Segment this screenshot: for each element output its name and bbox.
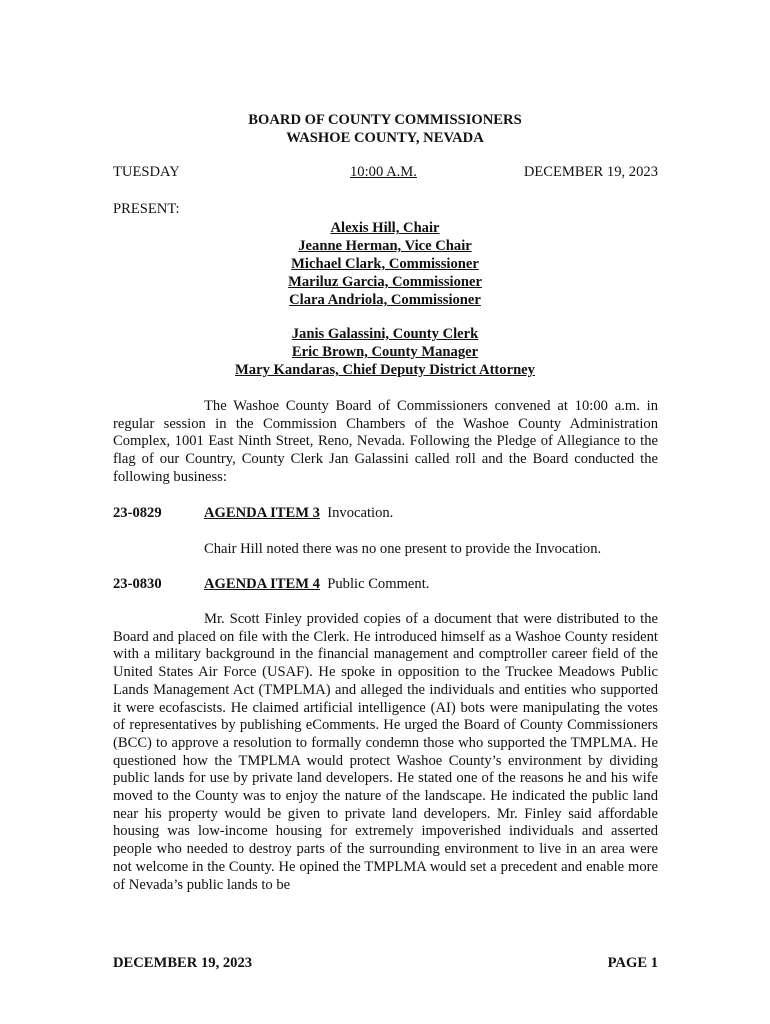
present-label: PRESENT: xyxy=(113,201,180,217)
page-number: PAGE 1 xyxy=(607,955,658,971)
attendee-name: Mariluz Garcia, Commissioner xyxy=(288,274,482,290)
attendee-name: Jeanne Herman, Vice Chair xyxy=(298,238,472,254)
item-heading xyxy=(204,505,393,522)
commissioner-list xyxy=(0,219,770,309)
attendee-name: Mary Kandaras, Chief Deputy District Attorney xyxy=(235,362,535,378)
attendee-name: Michael Clark, Commissioner xyxy=(291,256,479,272)
public-comment-paragraph xyxy=(113,611,658,894)
header-title: BOARD OF COUNTY COMMISSIONERS xyxy=(248,112,522,128)
header-subtitle: WASHOE COUNTY, NEVADA xyxy=(286,130,484,146)
invocation-note: Chair Hill noted there was no one present to provide the Invocation. xyxy=(204,541,602,557)
item-label: AGENDA ITEM 4 xyxy=(204,576,320,592)
attendee-name: Eric Brown, County Manager xyxy=(291,344,479,360)
attendee-name: Janis Galassini, County Clerk xyxy=(291,326,479,342)
attendee-name: Clara Andriola, Commissioner xyxy=(289,292,481,308)
meeting-time: 10:00 A.M. xyxy=(350,164,417,180)
agenda-item xyxy=(113,576,658,596)
item-title: Public Comment. xyxy=(327,576,430,592)
agenda-item xyxy=(113,505,658,525)
footer-date: DECEMBER 19, 2023 xyxy=(113,955,253,971)
page-footer xyxy=(113,955,658,975)
intro-paragraph-text: The Washoe County Board of Commissioners convened at 10:00 a.m. in regular session in the Commission Chambers of the Washoe County Administration Complex, 1001 East Ninth Street, Reno, Nevada. Following the Pledge of Allegiance to the flag of our Country, County Clerk Jan Galassini called roll and the Board conducted the following business: xyxy=(113,398,658,485)
item-title: Invocation. xyxy=(327,505,394,521)
public-comment-text: Mr. Scott Finley provided copies of a document that were distributed to the Board and placed on file with the Clerk. He introduced himself as a Washoe County resident with a military background in the financial management and comptroller career field of the United States Air Force (USAF). He spoke in opposition to the Truckee Meadows Public Lands Management Act (TMPLMA) and alleged the individuals and entities who supported it were ecofascists. He claimed artificial intelligence (AI) bots were manipulating the votes of representatives by publishing eComments. He urged the Board of County Commissioners (BCC) to approve a resolution to formally condemn those who supported the TMPLMA. He questioned how the TMPLMA would protect Washoe County’s environment by dividing public lands for use by private land developers. He stated one of the reasons he and his wife moved to the County was to enjoy the nature of the landscape. He indicated the public land near his property would be given to private land developers. Mr. Finley said affordable housing was low-income housing for extremely impoverished individuals and asserted people who needed to destroy parts of the surrounding environment to live in an area were not welcome in the County. He opined the TMPLMA would set a precedent and enable more of Nevada’s public lands to be xyxy=(113,611,658,893)
attendee-name: Alexis Hill, Chair xyxy=(330,220,440,236)
intro-paragraph xyxy=(113,398,658,487)
item-number: 23-0830 xyxy=(113,576,162,592)
staff-list xyxy=(0,325,770,379)
item-number: 23-0829 xyxy=(113,505,162,521)
item-heading xyxy=(204,576,429,593)
meeting-day: TUESDAY xyxy=(113,164,180,180)
document-header xyxy=(0,111,770,147)
meeting-meta xyxy=(113,164,658,184)
item-label: AGENDA ITEM 3 xyxy=(204,505,320,521)
meeting-date: DECEMBER 19, 2023 xyxy=(523,164,658,180)
